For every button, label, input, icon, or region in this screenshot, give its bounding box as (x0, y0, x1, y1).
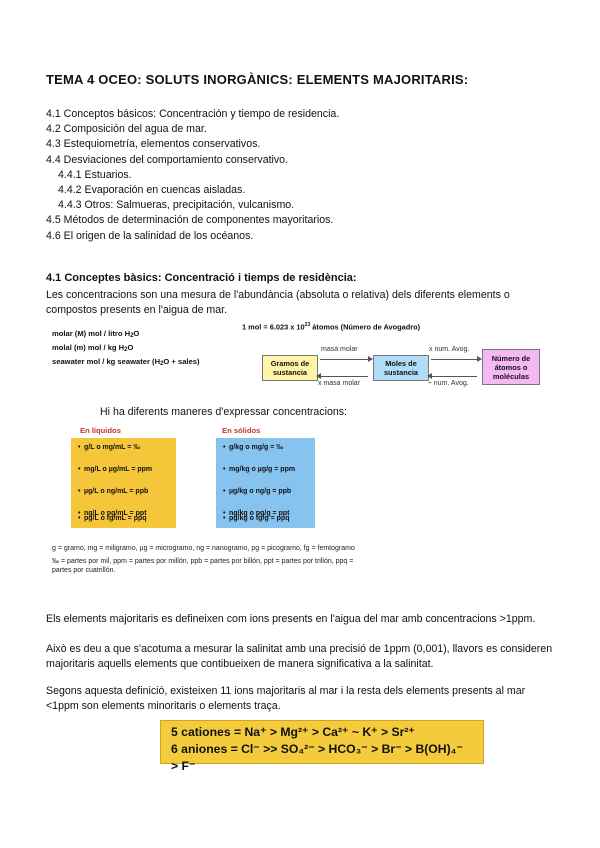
list-item: • g/L o mg/mL = ‰ (78, 444, 141, 451)
list-item: • µg/kg o ng/g = ppb (223, 488, 292, 495)
list-item: • mg/kg o µg/g = ppm (223, 466, 296, 473)
masa-molar-label: masa molar (321, 346, 358, 353)
list-item: • pg/kg o fg/g = ppq (223, 515, 290, 522)
table-of-contents (46, 107, 339, 244)
cations-line: 5 cationes = Na⁺ > Mg²⁺ > Ca²⁺ ~ K⁺ > Sr²⁺ (171, 725, 415, 739)
majors-paragraph-2: Això es deu a que s'acotuma a mesurar la salinitat amb una precisió de 1ppm (0,001), llavors es consideren majoritaris aquells elements que contibueixen de manera significativa a la salinitat. (46, 643, 553, 671)
unit-molar: molar (M) mol / litro H2O (52, 329, 140, 339)
page-title: TEMA 4 OCEO: SOLUTS INORGÀNICS: ELEMENTS MAJORITARIS: (46, 72, 469, 87)
toc-item: 4.3 Estequiometría, elementos conservativos. (46, 138, 261, 151)
x-masa-molar-label: x masa molar (318, 380, 361, 387)
moles-box: Moles de sustancia (373, 355, 429, 381)
div-avog-label: ÷ num. Avog. (428, 380, 469, 387)
list-item: • ng/kg o pg/g = ppt (223, 510, 290, 517)
solids-heading: En sólidos (222, 426, 261, 435)
section-heading: 4.1 Conceptes bàsics: Concentració i tiemps de residència: (46, 272, 357, 284)
anions-line: 6 aniones = Cl⁻ >> SO₄²⁻ > HCO₃⁻ > Br⁻ > B(OH)₄⁻ > F⁻ (171, 742, 463, 773)
unit-seawater: seawater mol / kg seawater (H2O + sales) (52, 357, 200, 367)
abbreviations-note (52, 544, 372, 576)
atoms-box: Número de átomos o moléculas (482, 349, 540, 385)
list-item: • µg/L o ng/mL = ppb (78, 488, 149, 495)
arrow-line (431, 376, 477, 377)
arrow-left-icon (427, 373, 432, 379)
toc-item: 4.2 Composición del agua de mar. (46, 123, 207, 136)
list-item: • g/kg o mg/g = ‰ (223, 444, 284, 451)
units-definitions (52, 328, 200, 370)
abbreviations-parts: ‰ = partes por mil, ppm = partes por millón, ppb = partes por billón, ppt = partes por trillón, ppq = partes por cuatrillón. (52, 557, 354, 574)
list-item: • mg/L o µg/mL = ppm (78, 466, 153, 473)
toc-item: 4.4 Desviaciones del comportamiento conservativo. (46, 153, 289, 166)
arrow-left-icon (316, 373, 321, 379)
arrow-line (320, 359, 368, 360)
x-avog-label: x num. Avog. (429, 346, 470, 353)
majors-paragraph-1: Els elements majoritaris es defineixen com ions presents en l'aigua del mar amb concentracions >1ppm. (46, 613, 536, 625)
concentrations-intro: Hi ha diferents maneres d'expressar concentracions: (100, 406, 347, 418)
grams-box: Gramos de sustancia (262, 355, 318, 381)
toc-item: 4.4.2 Evaporación en cuencas aisladas. (58, 184, 246, 197)
arrow-right-icon (368, 356, 373, 362)
list-item: • pg/L o fg/mL = ppq (78, 515, 147, 522)
list-item: • ng/L o pg/mL = ppt (78, 510, 147, 517)
avogadro-note: 1 mol = 6.023 x $10^{23}$ átomos (Número de Avogadro) (242, 322, 421, 332)
liquids-heading: En líquidos (80, 426, 121, 435)
abbreviations-masses: g = gramo, mg = miligramo, µg = microgramo, ng = nanogramo, pg = picogramo, fg = femtogramo (52, 545, 355, 552)
toc-item: 4.4.1 Estuarios. (58, 168, 132, 181)
toc-item: 4.6 El origen de la salinidad de los océanos. (46, 229, 254, 242)
unit-molal: molal (m) mol / kg H2O (52, 343, 134, 353)
majors-paragraph-3: Segons aquesta definició, existeixen 11 ions majoritaris al mar i la resta dels elements presents al mar <1ppm son elements minoritaris o elements traça. (46, 685, 526, 713)
section-intro: Les concentracions son una mesura de l'abundància (absoluta o relativa) dels diferents elements o compostos presents en l'aigua de mar. (46, 289, 510, 317)
toc-item: 4.4.3 Otros: Salmueras, precipitación, vulcanismo. (58, 199, 295, 212)
arrow-right-icon (477, 356, 482, 362)
major-ions-box (160, 720, 484, 773)
arrow-line (431, 359, 477, 360)
toc-item: 4.1 Conceptos básicos: Concentración y tiempo de residencia. (46, 108, 340, 120)
toc-item: 4.5 Métodos de determinación de componentes mayoritarios. (46, 214, 334, 227)
arrow-line (320, 376, 368, 377)
